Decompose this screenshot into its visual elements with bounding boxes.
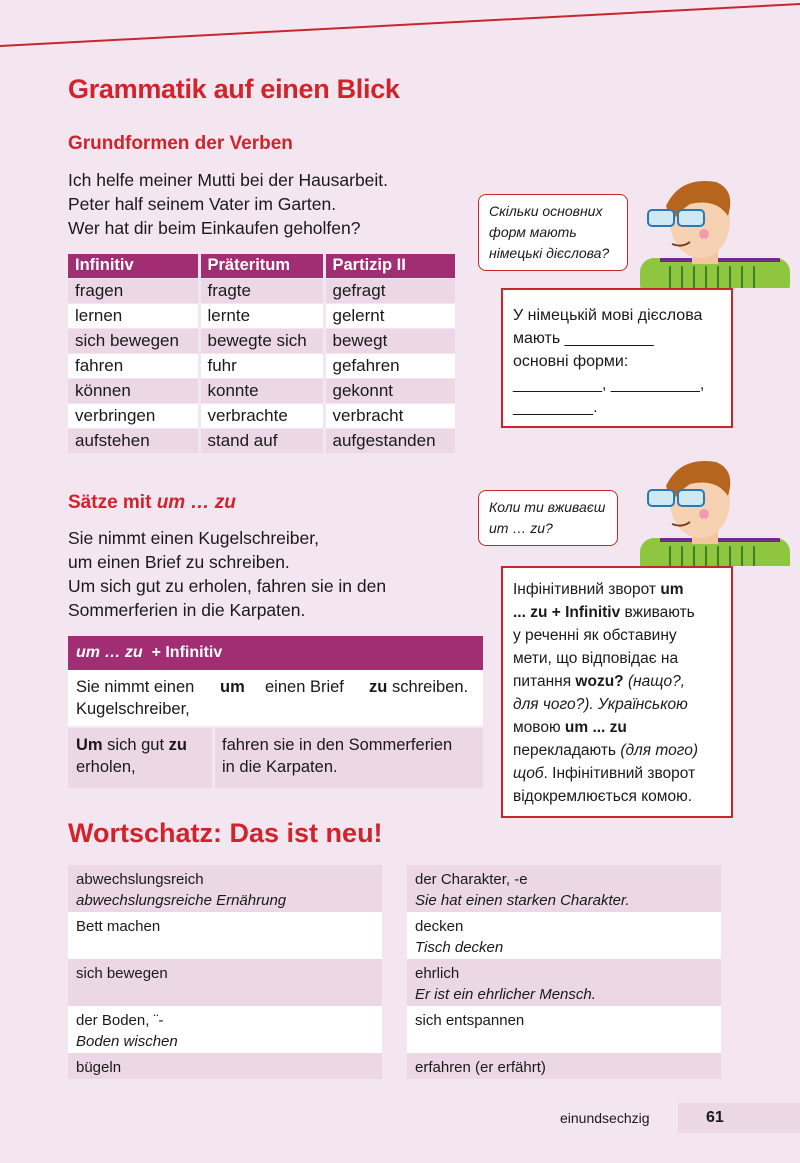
bubble-line: форм мають <box>489 224 577 240</box>
info-bold: um <box>660 581 684 598</box>
vocab-word: erfahren (er erfährt) <box>415 1059 546 1076</box>
vocab-item <box>407 865 721 912</box>
sentence: um einen Brief zu schreiben. <box>68 552 290 572</box>
page-number-word: einundsechzig <box>560 1110 650 1126</box>
vocab-item <box>407 1006 721 1053</box>
vocab-word: bügeln <box>76 1059 122 1076</box>
answer-line: _________. <box>513 399 598 416</box>
keyword-um: Um <box>76 736 103 754</box>
vocab-word: sich bewegen <box>76 965 168 982</box>
vocab-item <box>68 959 382 1006</box>
vocab-word: abwechslungsreich <box>76 871 204 888</box>
vocab-item <box>68 865 382 912</box>
table-cell: konnte <box>199 378 324 403</box>
example-text: fahren sie in den Sommerferien <box>222 736 453 754</box>
cartoon-boy-illustration <box>620 458 800 566</box>
column-header: Partizip II <box>324 254 457 278</box>
info-bold: um ... zu <box>564 719 627 736</box>
sentence: Sommerferien in die Karpaten. <box>68 600 306 620</box>
table-cell: gefragt <box>324 278 457 303</box>
vocab-word: sich entspannen <box>415 1012 525 1029</box>
bubble-line: Скільки основних <box>489 203 603 219</box>
grammar-example-row-2 <box>68 728 483 788</box>
column-header: Präteritum <box>199 254 324 278</box>
sentence: Peter half seinem Vater im Garten. <box>68 194 337 214</box>
vocabulary-list-left <box>68 865 382 1079</box>
table-row <box>68 428 457 453</box>
table-row <box>68 278 457 303</box>
table-row <box>68 303 457 328</box>
sentence: Sie nimmt einen Kugelschreiber, <box>68 528 319 548</box>
info-bold: ... zu + Infinitiv <box>513 604 621 621</box>
table-cell: bewegte sich <box>199 328 324 353</box>
answer-line: __________, __________, <box>513 376 705 393</box>
table-cell: aufgestanden <box>324 428 457 453</box>
example-text: einen Brief <box>265 678 344 696</box>
table-cell: fuhr <box>199 353 324 378</box>
heading-text: Sätze mit <box>68 492 157 513</box>
bubble-line: Коли ти вживаєш <box>489 499 606 515</box>
example-text: in die Karpaten. <box>222 758 338 776</box>
verb-forms-table <box>68 254 458 453</box>
example-text: erholen, <box>76 758 136 776</box>
um-zu-grammar-box <box>68 636 483 788</box>
section-heading-verb-forms: Grundformen der Verben <box>68 133 293 154</box>
table-cell: gefahren <box>324 353 457 378</box>
table-cell: bewegt <box>324 328 457 353</box>
example-sentences-um-zu <box>68 526 386 622</box>
info-text: відокремлюється комою. <box>513 788 693 805</box>
vocab-item <box>407 912 721 959</box>
speech-bubble-question-2 <box>478 490 618 546</box>
table-row <box>68 403 457 428</box>
bubble-line: um … zu? <box>489 520 553 536</box>
info-text: вживають <box>620 604 695 621</box>
vocab-example: Tisch decken <box>415 939 504 956</box>
column-header: Infinitiv <box>68 254 199 278</box>
info-text: Інфінітивний зворот <box>513 581 661 598</box>
info-italic: для чого?). Українською <box>513 696 688 713</box>
table-cell: können <box>68 378 199 403</box>
vocab-item <box>407 959 721 1006</box>
sentence: Um sich gut zu erholen, fahren sie in den <box>68 576 387 596</box>
table-row <box>68 328 457 353</box>
section-heading-um-zu <box>68 492 236 514</box>
answer-line: основні форми: <box>513 353 629 370</box>
table-cell: stand auf <box>199 428 324 453</box>
vocab-item <box>68 1006 382 1053</box>
table-cell: verbracht <box>324 403 457 428</box>
table-row <box>68 378 457 403</box>
vocab-item <box>68 912 382 959</box>
vocab-word: der Charakter, -e <box>415 871 528 888</box>
grammar-example-row-1 <box>68 670 483 726</box>
answer-line: мають __________ <box>513 330 654 347</box>
vocab-item <box>407 1053 721 1079</box>
keyword-um: um <box>220 678 245 696</box>
top-decorative-line <box>0 0 800 50</box>
vocab-example: Er ist ein ehrlicher Mensch. <box>415 986 596 1003</box>
vocab-example: Boden wischen <box>76 1033 178 1050</box>
table-cell: fragte <box>199 278 324 303</box>
info-text: питання <box>513 673 576 690</box>
table-row <box>68 353 457 378</box>
grammar-box-header <box>68 636 483 670</box>
keyword-zu: zu <box>168 736 187 754</box>
table-cell: verbringen <box>68 403 199 428</box>
table-cell: verbrachte <box>199 403 324 428</box>
keyword-zu: zu <box>369 678 388 696</box>
table-cell: gekonnt <box>324 378 457 403</box>
header-text: + Infinitiv <box>151 644 223 661</box>
sentence: Ich helfe meiner Mutti bei der Hausarbeit. <box>68 170 389 190</box>
sentence: Wer hat dir beim Einkaufen geholfen? <box>68 218 361 238</box>
example-text: Kugelschreiber, <box>76 700 190 718</box>
answer-line: У німецькій мові дієслова <box>513 307 703 324</box>
info-text: мовою <box>513 719 565 736</box>
cartoon-boy-illustration <box>620 176 800 288</box>
page-title: Grammatik auf einen Blick <box>68 74 400 104</box>
speech-bubble-question-1 <box>478 194 628 271</box>
vocabulary-list-right <box>407 865 721 1079</box>
info-italic: щоб <box>513 765 544 782</box>
vocab-word: decken <box>415 918 464 935</box>
vocab-item <box>68 1053 382 1079</box>
table-cell: gelernt <box>324 303 457 328</box>
vocab-example: abwechslungsreiche Ernährung <box>76 892 287 909</box>
vocabulary-heading: Wortschatz: Das ist neu! <box>68 818 383 848</box>
heading-italic: um … zu <box>156 492 236 513</box>
vocab-word: Bett machen <box>76 918 161 935</box>
table-cell: aufstehen <box>68 428 199 453</box>
example-text: schreiben. <box>392 678 469 696</box>
table-cell: fragen <box>68 278 199 303</box>
table-header-row <box>68 254 457 278</box>
example-sentences-verbs <box>68 168 388 240</box>
bubble-line: німецькі дієслова? <box>489 245 610 261</box>
info-bold: wozu? <box>575 673 624 690</box>
vocab-word: ehrlich <box>415 965 460 982</box>
table-cell: lernte <box>199 303 324 328</box>
table-cell: sich bewegen <box>68 328 199 353</box>
table-cell: fahren <box>68 353 199 378</box>
vocab-example: Sie hat einen starken Charakter. <box>415 892 630 909</box>
info-text: . Інфінітивний зворот <box>543 765 696 782</box>
table-cell: lernen <box>68 303 199 328</box>
info-text: мети, що відповідає на <box>513 650 679 667</box>
info-italic: (для того) <box>620 742 698 759</box>
info-box-um-zu <box>501 566 733 818</box>
example-text: sich gut <box>102 736 169 754</box>
example-text: Sie nimmt einen <box>76 678 195 696</box>
page-number: 61 <box>678 1103 800 1133</box>
info-text: перекладають <box>513 742 621 759</box>
answer-box-verb-forms <box>501 288 733 428</box>
info-text: у реченні як обставину <box>513 627 677 644</box>
vocab-word: der Boden, ¨- <box>76 1012 164 1029</box>
info-italic: (нащо?, <box>623 673 685 690</box>
header-italic: um … zu <box>76 644 143 661</box>
